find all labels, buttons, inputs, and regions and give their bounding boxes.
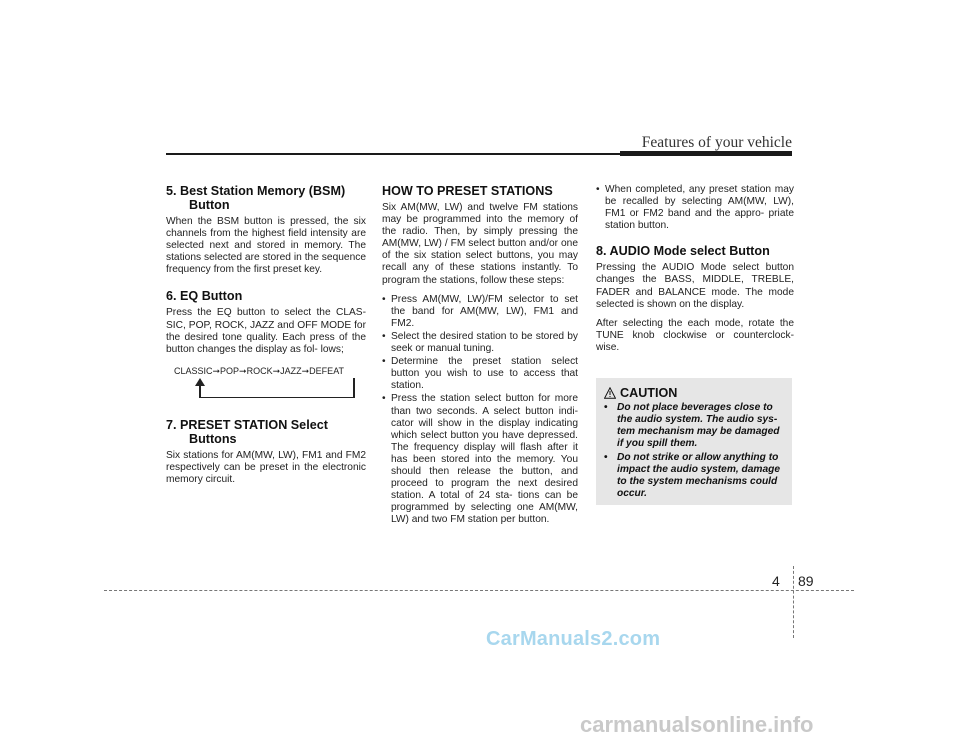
header-title: Features of your vehicle [641, 134, 792, 151]
chapter-number: 4 [772, 573, 780, 589]
bullet-icon: • [382, 293, 386, 305]
eq-body: Press the EQ button to select the CLAS- SIC, POP, ROCK, JAZZ and OFF MODE for the desired tone quality. Each press of the button changes the display as fol- lows; [166, 307, 366, 355]
bsm-heading-line2: Button [189, 198, 230, 212]
list-item [382, 393, 578, 526]
bullet-icon: • [596, 184, 600, 195]
audio-heading: 8. AUDIO Mode select Button [596, 244, 770, 259]
watermark-carmanuals[interactable]: CarManuals2.com [486, 628, 661, 650]
list-item [604, 452, 788, 500]
eq-line-right [353, 378, 355, 398]
eq-mode-diagram [166, 366, 366, 404]
audio-body-2: After selecting the each mode, rotate the TUNE knob clockwise or counterclock- wise. [596, 317, 794, 353]
completed-list [596, 184, 794, 232]
preset-body: Six stations for AM(MW, LW), FM1 and FM2 respectively can be preset in the electronic memory circuit. [166, 449, 366, 486]
howto-heading: HOW TO PRESET STATIONS [382, 184, 553, 198]
list-item-text: Do not place beverages close to the audio system. The audio sys- tem mechanism may be damaged if you spill them. [617, 402, 780, 449]
list-item [382, 294, 578, 330]
header-rule-accent [620, 151, 792, 156]
list-item-text: Press the station select button for more than two seconds. A select button indi- cator will show in the display indicating which select button you have depressed. The frequency display will flash after it has been stored into the memory. You should then release the button, and proceed to program the next desired station. A total of 24 sta- tions can be programmed by selecting one AM(MW, LW) and two FM station per button. [391, 393, 578, 526]
list-item [382, 331, 578, 355]
column-middle [382, 184, 578, 532]
column-right [596, 184, 794, 361]
audio-body-1: Pressing the AUDIO Mode select button changes the BASS, MIDDLE, TREBLE, FADER and BALANCE mode. The mode selected is shown on the display. [596, 262, 794, 310]
preset-heading [166, 418, 366, 446]
list-item-text: When completed, any preset station may be recalled by selecting AM(MW, LW), FM1 or FM2 band and the appro- priate station button. [605, 184, 794, 232]
page-number: 89 [798, 573, 814, 589]
howto-steps-list [382, 294, 578, 527]
eq-line-bottom [199, 397, 354, 399]
bullet-icon: • [382, 330, 386, 342]
bullet-icon: • [382, 356, 386, 368]
bsm-body: When the BSM button is pressed, the six channels from the highest field intensity are selected next and stored in memory. The stations selected are stored in the sequence frequency from the first preset key. [166, 216, 366, 276]
howto-body: Six AM(MW, LW) and twelve FM stations may be programmed into the memory of the radio. Then, by simply pressing the AM(MW, LW) / FM select button and/or one of the six station select buttons, you may recall any of these stations instantly. To program the stations, follow these steps: [382, 202, 578, 286]
list-item-text: Press AM(MW, LW)/FM selector to set the band for AM(MW, LW), FM1 and FM2. [391, 293, 578, 329]
list-item [604, 402, 788, 450]
preset-heading-line2: Buttons [189, 431, 237, 446]
list-item [382, 356, 578, 392]
eq-heading: 6. EQ Button [166, 289, 243, 304]
footer-divider [793, 566, 794, 638]
watermark-online[interactable]: carmanualsonline.info [580, 712, 814, 737]
bullet-icon: • [604, 402, 608, 413]
bsm-heading-line1: 5. Best Station Memory (BSM) [166, 184, 346, 198]
list-item-text: Do not strike or allow anything to impact the audio system, damage to the system mechanisms could occur. [617, 452, 781, 499]
eq-mode-sequence: CLASSIC➞POP➞ROCK➞JAZZ➞DEFEAT [174, 365, 345, 376]
footer-rule [104, 590, 854, 591]
caution-box [596, 378, 792, 505]
bullet-icon: • [382, 393, 386, 405]
list-item-text: Determine the preset station select button you wish to use to access that station. [391, 356, 578, 392]
warning-triangle-icon [604, 387, 616, 399]
bsm-heading [166, 184, 366, 212]
column-left [166, 184, 366, 493]
caution-title: CAUTION [620, 386, 678, 400]
list-item [596, 184, 794, 232]
bullet-icon: • [604, 452, 608, 463]
eq-line-left [199, 384, 201, 398]
caution-list [604, 402, 788, 502]
list-item-text: Select the desired station to be stored by seek or manual tuning. [391, 330, 578, 355]
preset-heading-line1: 7. PRESET STATION Select [166, 417, 328, 432]
